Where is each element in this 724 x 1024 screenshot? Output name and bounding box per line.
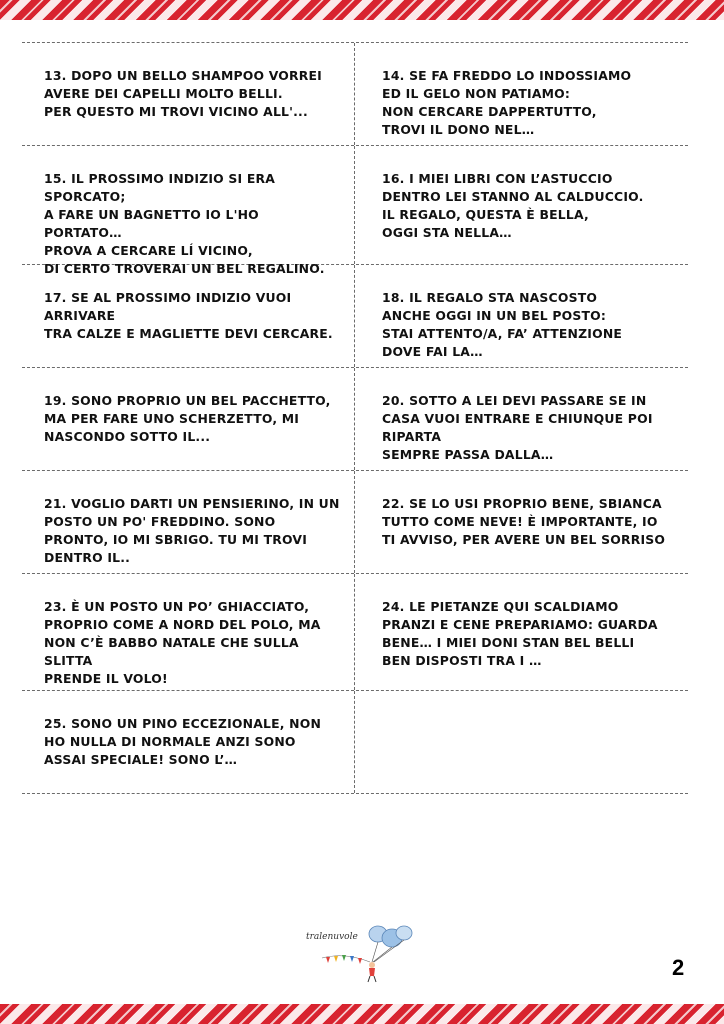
clue-card: 16. I MIEI LIBRI CON L’ASTUCCIO DENTRO LEI STANNO AL CALDUCCIO. IL REGALO, QUESTA È BELLA, OGGI STA NELLA… — [382, 171, 644, 240]
clue-row — [22, 574, 688, 691]
clue-grid — [22, 42, 688, 794]
clue-card: 24. LE PIETANZE QUI SCALDIAMO PRANZI E CENE PREPARIAMO: GUARDA BENE… I MIEI DONI STAN BEL BELLI BEN DISPOSTI TRA I … — [382, 599, 658, 668]
clue-card: 18. IL REGALO STA NASCOSTO ANCHE OGGI IN UN BEL POSTO: STAI ATTENTO/A, FA’ ATTENZIONE DOVE FAI LA… — [382, 290, 623, 359]
clue-card: 20. SOTTO A LEI DEVI PASSARE SE IN CASA VUOI ENTRARE E CHIUNQUE POI RIPARTA SEMPRE PASSA DALLA… — [382, 393, 653, 462]
clue-card: 14. SE FA FREDDO LO INDOSSIAMO ED IL GELO NON PATIAMO: NON CERCARE DAPPERTUTTO, TROVI IL DONO NEL… — [382, 68, 632, 137]
clue-card: 21. VOGLIO DARTI UN PENSIERINO, IN UN POSTO UN PO' FREDDINO. SONO PRONTO, IO MI SBRIGO. TU MI TROVI DENTRO IL.. — [22, 471, 355, 573]
clue-row — [22, 368, 688, 471]
clue-card: 22. SE LO USI PROPRIO BENE, SBIANCA TUTTO COME NEVE! È IMPORTANTE, IO TI AVVISO, PER AVERE UN BEL SORRISO — [382, 496, 666, 547]
balloons-icon — [300, 918, 420, 988]
logo-text: tralenuvole — [306, 932, 358, 942]
clue-card-empty — [355, 691, 688, 793]
clue-card: 25. SONO UN PINO ECCEZIONALE, NON HO NULLA DI NORMALE ANZI SONO ASSAI SPECIALE! SONO L’… — [22, 691, 355, 793]
clue-card: 13. DOPO UN BELLO SHAMPOO VORREI AVERE DEI CAPELLI MOLTO BELLI. PER QUESTO MI TROVI VICINO ALL'... — [22, 43, 355, 145]
top-stripe-border — [0, 0, 724, 20]
tralenuvole-logo — [300, 918, 420, 988]
clue-row — [22, 265, 688, 368]
bottom-stripe-border — [0, 1004, 724, 1024]
clue-row — [22, 43, 688, 146]
clue-row — [22, 691, 688, 794]
clue-card: 19. SONO PROPRIO UN BEL PACCHETTO, MA PER FARE UNO SCHERZETTO, MI NASCONDO SOTTO IL... — [22, 368, 355, 470]
clue-card: 15. IL PROSSIMO INDIZIO SI ERA SPORCATO; A FARE UN BAGNETTO IO L'HO PORTATO… PROVA A CERCARE LÍ VICINO, DI CERTO TROVERAI UN BEL REGALINO. — [22, 146, 355, 264]
clue-row — [22, 471, 688, 574]
clue-card: 23. È UN POSTO UN PO’ GHIACCIATO, PROPRIO COME A NORD DEL POLO, MA NON C’È BABBO NATALE CHE SULLA SLITTA PRENDE IL VOLO! — [22, 574, 355, 690]
page-number: 2 — [672, 955, 685, 980]
clue-row — [22, 146, 688, 276]
clue-card: 17. SE AL PROSSIMO INDIZIO VUOI ARRIVARE TRA CALZE E MAGLIETTE DEVI CERCARE. — [22, 265, 355, 367]
